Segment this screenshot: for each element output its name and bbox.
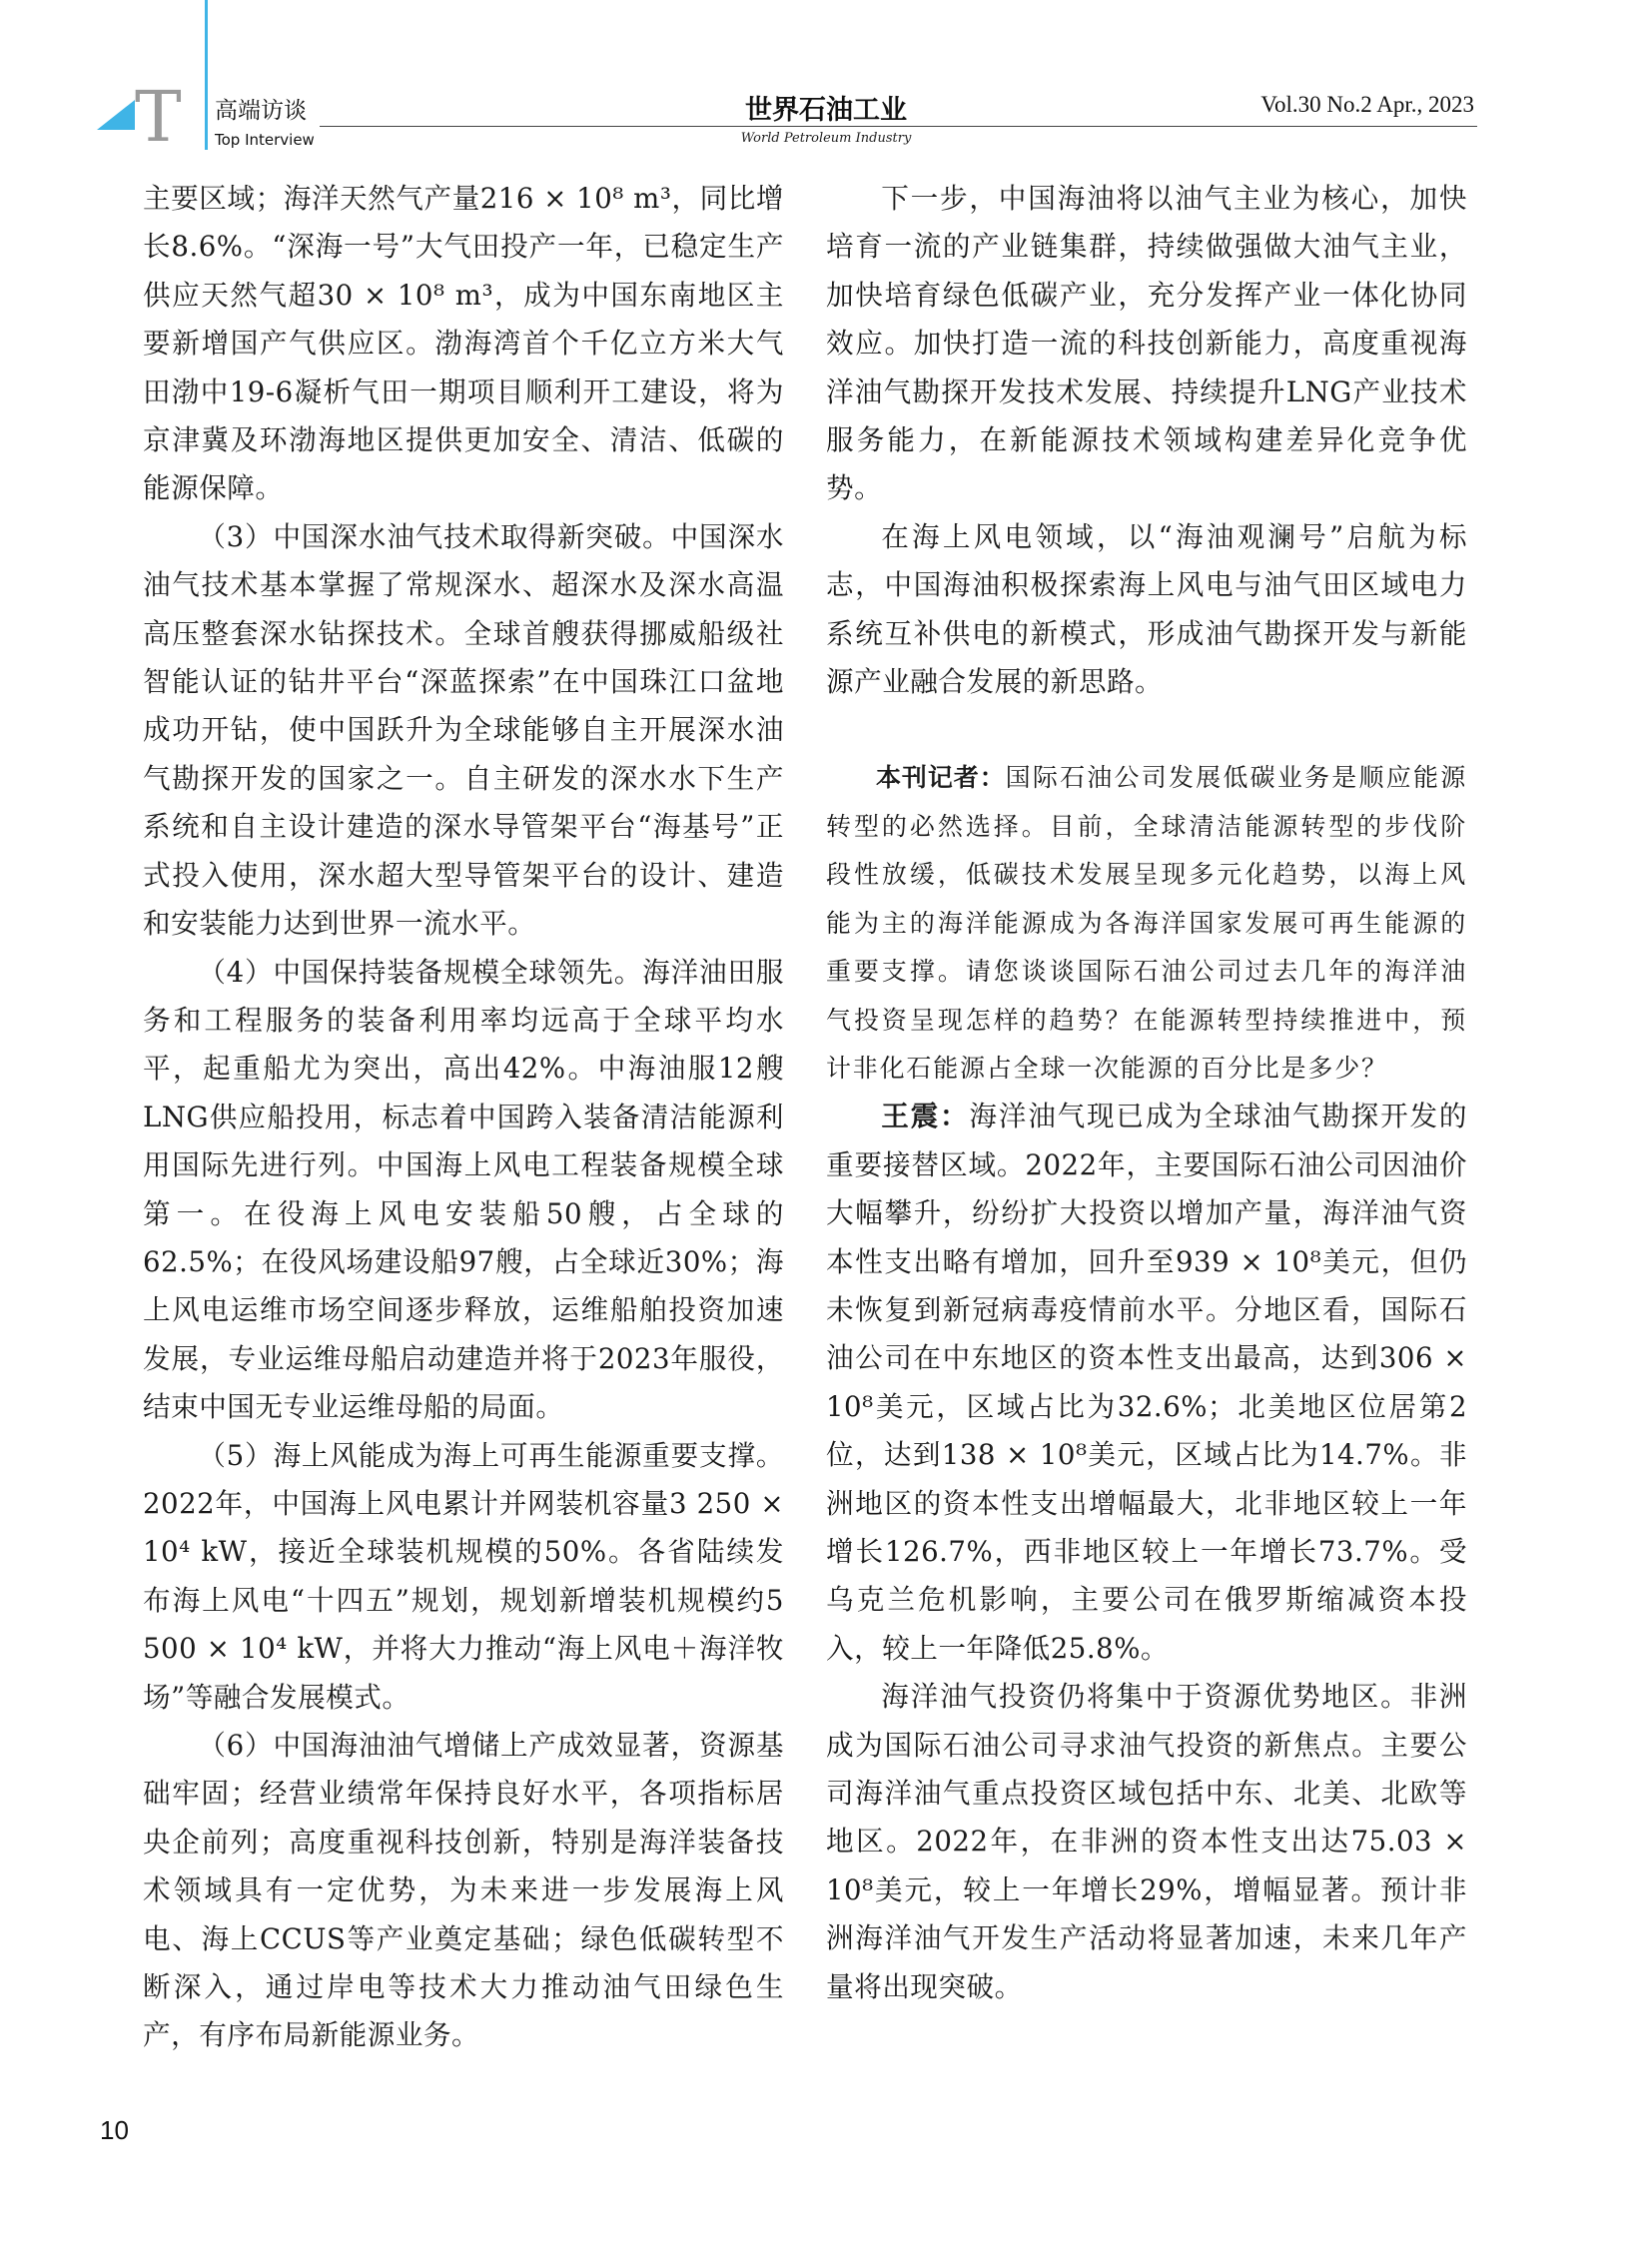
interview-answer	[826, 1093, 1467, 1673]
journal-title-cn: 世界石油工业	[745, 95, 907, 126]
issue-info: Vol.30 No.2 Apr., 2023	[1260, 92, 1474, 117]
paragraph: （4）中国保持装备规模全球领先。海洋油田服务和工程服务的装备利用率均远高于全球平均水平，起重船尤为突出，高出42%。中海油服12艘LNG供应船投用，标志着中国跨入装备清洁能源利用国际先进行列。中国海上风电工程装备规模全球第一。在役海上风电安装船50艘，占全球的62.5%；在役风场建设船97艘，占全球近30%；海上风电运维市场空间逐步释放，运维船舶投资加速发展，专业运维母船启动建造并将于2023年服役，结束中国无专业运维母船的局面。	[143, 955, 784, 1424]
answer-text: 海洋油气现已成为全球油气勘探开发的重要接替区域。2022年，主要国际石油公司因油价大幅攀升，纷纷扩大投资以增加产量，海洋油气资本性支出略有增加，回升至939 × 10⁸美元，但仍未恢复到新冠病毒疫情前水平。分地区看，国际石油公司在中东地区的资本性支出最高，达到306 × 10⁸美元，区域占比为32.6%；北美地区位居第2位，达到138 × 10⁸美元，区域占比为14.7%。非洲地区的资本性支出增幅最大，北非地区较上一年增长126.7%，西非地区较上一年增长73.7%。受乌克兰危机影响，主要公司在俄罗斯缩减资本投入，较上一年降低25.8%。	[826, 1100, 1467, 1665]
section-letter: T	[135, 76, 182, 158]
right-column	[826, 175, 1467, 2011]
paragraph: （6）中国海油油气增储上产成效显著，资源基础牢固；经营业绩常年保持良好水平，各项指标居央企前列；高度重视科技创新，特别是海洋装备技术领域具有一定优势，为未来进一步发展海上风电、海上CCUS等产业奠定基础；绿色低碳转型不断深入，通过岸电等技术大力推动油气田绿色生产，有序布局新能源业务。	[143, 1729, 784, 2052]
left-column	[143, 175, 784, 2060]
header-accent-line	[205, 0, 208, 150]
section-title-en: Top Interview	[215, 131, 315, 149]
paragraph: （5）海上风能成为海上可再生能源重要支撑。2022年，中国海上风电累计并网装机容量3 250 × 10⁴ kW，接近全球装机规模的50%。各省陆续发布海上风电“十四五”规划，规划新增装机规模约5 500 × 10⁴ kW，并将大力推动“海上风电＋海洋牧场”等融合发展模式。	[143, 1438, 784, 1714]
paragraph: 主要区域；海洋天然气产量216 × 10⁸ m³，同比增长8.6%。“深海一号”大气田投产一年，已稳定生产供应天然气超30 × 10⁸ m³，成为中国东南地区主要新增国产气供应区。渤海湾首个千亿立方米大气田渤中19-6凝析气田一期项目顺利开工建设，将为京津冀及环渤海地区提供更加安全、清洁、低碳的能源保障。	[143, 182, 784, 505]
speaker-label: 本刊记者：	[876, 763, 1006, 793]
question-text: 国际石油公司发展低碳业务是顺应能源转型的必然选择。目前，全球清洁能源转型的步伐阶段性放缓，低碳技术发展呈现多元化趋势，以海上风能为主的海洋能源成为各海洋国家发展可再生能源的重要支撑。请您谈谈国际石油公司过去几年的海洋油气投资呈现怎样的趋势？在能源转型持续推进中，预计非化石能源占全球一次能源的百分比是多少？	[826, 763, 1467, 1083]
journal-title-en: World Petroleum Industry	[740, 131, 912, 146]
interview-question	[826, 754, 1467, 1093]
paragraph: 在海上风电领域，以“海油观澜号”启航为标志，中国海油积极探索海上风电与油气田区域电力系统互补供电的新模式，形成油气勘探开发与新能源产业融合发展的新思路。	[826, 519, 1467, 699]
page-number: 10	[100, 2115, 129, 2145]
section-title-cn: 高端访谈	[215, 98, 307, 124]
paragraph: （3）中国深水油气技术取得新突破。中国深水油气技术基本掌握了常规深水、超深水及深水高温高压整套深水钻探技术。全球首艘获得挪威船级社智能认证的钻井平台“深蓝探索”在中国珠江口盆地成功开钻，使中国跃升为全球能够自主开展深水油气勘探开发的国家之一。自主研发的深水水下生产系统和自主设计建造的深水导管架平台“海基号”正式投入使用，深水超大型导管架平台的设计、建造和安装能力达到世界一流水平。	[143, 519, 784, 941]
paragraph: 下一步，中国海油将以油气主业为核心，加快培育一流的产业链集群，持续做强做大油气主业，加快培育绿色低碳产业，充分发挥产业一体化协同效应。加快打造一流的科技创新能力，高度重视海洋油气勘探开发技术发展、持续提升LNG产业技术服务能力，在新能源技术领域构建差异化竞争优势。	[826, 182, 1467, 505]
speaker-label: 王震：	[881, 1100, 970, 1133]
paragraph: 海洋油气投资仍将集中于资源优势地区。非洲成为国际石油公司寻求油气投资的新焦点。主要公司海洋油气重点投资区域包括中东、北美、北欧等地区。2022年，在非洲的资本性支出达75.03 × 10⁸美元，较上一年增长29%，增幅显著。预计非洲海洋油气开发生产活动将显著加速，未来几年产量将出现突破。	[826, 1680, 1467, 2003]
